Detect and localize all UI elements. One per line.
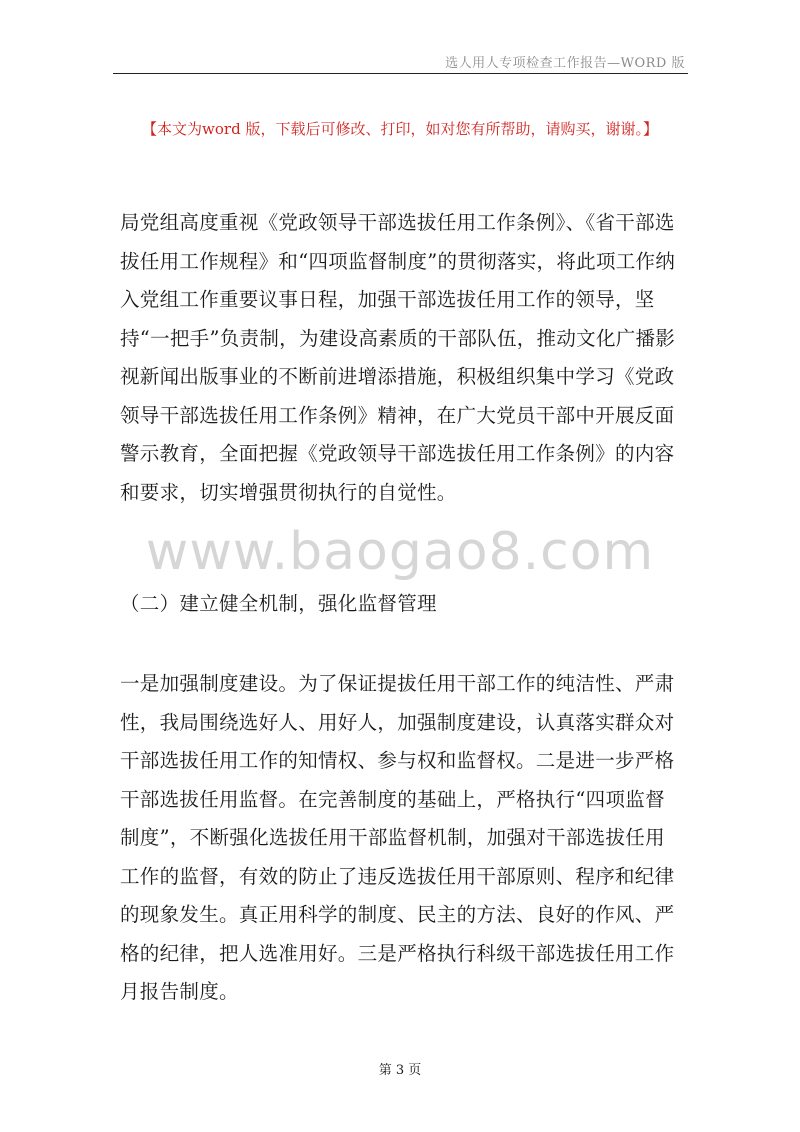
body-paragraph-2: 一是加强制度建设。为了保证提拔任用干部工作的纯洁性、严肃性，我局围绕选好人、用好人，加强制度建设，认真落实群众对干部选拔任用工作的知情权、参与权和监督权。二是进一步严格干部选拔任用监督。在完善制度的基础上，严格执行“四项监督制度”，不断强化选拔任用干部监督机制，加强对干部选拔任用工作的监督，有效的防止了违反选拔任用干部原则、程序和纪律的现象发生。真正用科学的制度、民主的方法、良好的作风、严格的纪律，把人选准用好。三是严格执行科级干部选拔任用工作月报告制度。 xyxy=(120,672,675,1003)
purchase-notice: 【本文为word 版，下载后可修改、打印，如对您有所帮助，请购买，谢谢。】 xyxy=(142,120,658,138)
section-heading: （二）建立健全机制，强化监督管理 xyxy=(120,592,437,615)
header-divider xyxy=(113,73,688,74)
running-header: 选人用人专项检查工作报告—WORD 版 xyxy=(445,56,685,71)
watermark: www.baogao8.com xyxy=(145,522,655,582)
body-paragraph-1: 局党组高度重视《党政领导干部选拔任用工作条例》、《省干部选拔任用工作规程》和“四项监督制度”的贯彻落实，将此项工作纳入党组工作重要议事日程，加强干部选拔任用工作的领导，坚持“一把手”负责制，为建设高素质的干部队伍，推动文化广播影视新闻出版事业的不断前进增添措施，积极组织集中学习《党政领导干部选拔任用工作条例》精神，在广大党员干部中开展反面警示教育，全面把握《党政领导干部选拔任用工作条例》的内容和要求，切实增强贯彻执行的自觉性。 xyxy=(120,211,676,504)
page-number: 第 3 页 xyxy=(378,1063,422,1078)
